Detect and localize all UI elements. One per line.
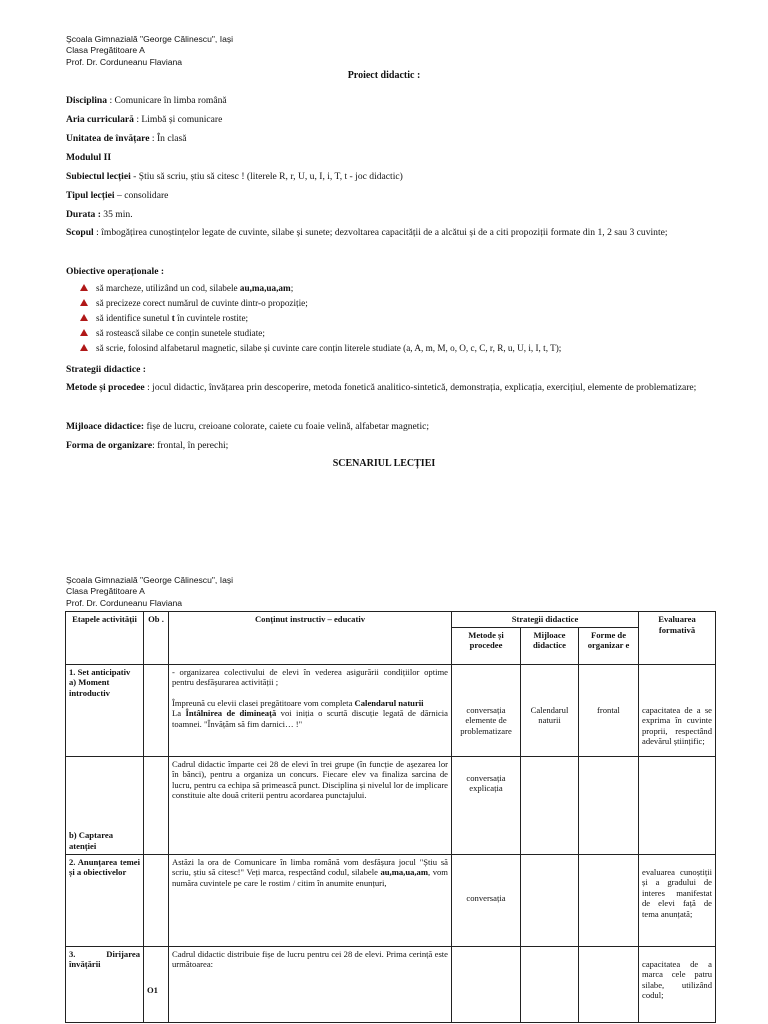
field-value: : jocul didactic, învățarea prin descoperire, metoda fonetică analitico-sintetică, demonstrația, explicația, exercițiul, elemente de problematizare; <box>144 382 697 393</box>
field-label: Durata : <box>66 209 101 220</box>
content-cell: Astăzi la ora de Comunicare în limba română vom desfășura jocul "Știu să scriu, știu să citesc!" Veți marca, respectând codul, silabele au,ma,ua,am, vom număra cuvintele pe care le rostim / citim în anumite enunțuri, <box>169 854 452 946</box>
teacher-name: Prof. Dr. Corduneanu Flaviana <box>66 56 183 67</box>
objective-item: să precizeze corect numărul de cuvinte dintr-o propoziție; <box>80 297 308 309</box>
school-header <box>66 34 233 68</box>
document-title: Proiect didactic : <box>347 70 421 81</box>
field-label: Modulul II <box>66 152 112 163</box>
stage-cell: 2. Anunțarea temei și a obiectivelor <box>66 854 144 946</box>
strategies-title: Strategii didactice : <box>66 364 146 375</box>
table-row <box>66 756 716 854</box>
field-value: - Știu să scriu, știu să citesc ! (literele R, r, U, u, I, i, T, t - joc didactic) <box>130 171 403 182</box>
field-label: Metode și procedee <box>66 382 145 393</box>
ob-cell <box>144 664 169 756</box>
forme-cell: frontal <box>579 664 639 756</box>
field-subiectul <box>66 171 706 183</box>
field-value: 35 min. <box>100 209 133 220</box>
header-forme: Forme de organizar e <box>579 627 639 664</box>
field-disciplina <box>66 95 706 107</box>
school-name: Școala Gimnazială "George Călinescu", Iași <box>66 34 234 44</box>
mijloace-cell: Calendarul naturii <box>521 664 579 756</box>
stage-cell: 3. Dirijarea învățării <box>66 946 144 1022</box>
triangle-bullet-icon <box>80 299 88 306</box>
evaluare-cell: capacitatea de a se exprima în cuvinte proprii, respectând adevărul științific; <box>639 664 716 756</box>
triangle-bullet-icon <box>80 284 88 291</box>
objectives-title: Obiective operaționale : <box>66 266 165 277</box>
objective-item: să rostească silabe ce conțin sunetele studiate; <box>80 327 265 339</box>
metode-cell <box>452 946 521 1022</box>
field-value: fișe de lucru, creioane colorate, caiete cu foaie velină, alfabetar magnetic; <box>144 421 430 432</box>
field-label: Subiectul lecției <box>66 171 131 182</box>
objective-item: să scrie, folosind alfabetarul magnetic, silabe și cuvinte care conțin literele studiate (a, A, m, M, o, O, c, C, r, R, u, U, i, I, t, T); <box>80 342 561 354</box>
header-strategii: Strategii didactice <box>452 612 639 628</box>
scenario-title: SCENARIUL LECȚIEI <box>332 458 436 469</box>
mijloace-cell <box>521 854 579 946</box>
field-aria <box>66 114 706 126</box>
field-unitatea <box>66 133 706 145</box>
field-tipul <box>66 190 706 202</box>
field-value: : Limbă și comunicare <box>133 114 223 125</box>
header-continut: Conținut instructiv – educativ <box>169 612 452 665</box>
table-row <box>66 946 716 1022</box>
field-value: : îmbogățirea cunoștințelor legate de cuvinte, silabe și sunete; dezvoltarea capacității de a alcătui și de a citi propoziții formate din 1, 2 sau 3 cuvinte; <box>93 227 668 238</box>
lesson-scenario-table <box>65 611 716 1023</box>
mijloace-cell <box>521 946 579 1022</box>
table-row <box>66 854 716 946</box>
metode-cell: conversația elemente de problematizare <box>452 664 521 756</box>
header-metode: Metode și procedee <box>452 627 521 664</box>
triangle-bullet-icon <box>80 329 88 336</box>
content-cell: Cadrul didactic distribuie fișe de lucru pentru cei 28 de elevi. Prima cerință este următoarea: <box>169 946 452 1022</box>
stage-cell: 1. Set anticipativ a) Moment introductiv <box>66 664 144 756</box>
field-value: : frontal, în perechi; <box>152 440 229 451</box>
field-value: – consolidare <box>114 190 169 201</box>
field-modulul <box>66 152 706 164</box>
ob-cell: O1 <box>144 946 169 1022</box>
class-name: Clasa Pregătitoare A <box>66 45 145 56</box>
header-etape: Etapele activității <box>66 612 144 665</box>
school-name: Școala Gimnazială "George Călinescu", Iași <box>66 575 234 585</box>
field-mijloace <box>66 421 706 433</box>
school-header-page2 <box>66 575 233 609</box>
field-label: Mijloace didactice: <box>66 421 145 432</box>
class-name: Clasa Pregătitoare A <box>66 586 145 597</box>
triangle-bullet-icon <box>80 344 88 351</box>
field-label: Aria curriculară <box>66 114 134 125</box>
field-scopul <box>66 223 706 242</box>
evaluare-cell: evaluarea cunoștiții și a gradului de interes manifestat de elevi față de tema anunțată; <box>639 854 716 946</box>
forme-cell <box>579 946 639 1022</box>
field-label: Disciplina <box>66 95 108 106</box>
field-label: Unitatea de învățare <box>66 133 150 144</box>
field-label: Forma de organizare <box>66 440 153 451</box>
metode-cell: conversația explicația <box>452 756 521 854</box>
evaluare-cell <box>639 756 716 854</box>
objective-item: să marcheze, utilizând un cod, silabele au,ma,ua,am; <box>80 282 293 294</box>
field-value: : Comunicare în limba română <box>107 95 227 106</box>
header-mijloace: Mijloace didactice <box>521 627 579 664</box>
field-value: : În clasă <box>149 133 187 144</box>
stage-cell: b) Captarea atenției <box>66 756 144 854</box>
content-cell: Cadrul didactic împarte cei 28 de elevi în trei grupe (în funcție de așezarea lor în bănci), pentru a organiza un concurs. Fiecare elev va finaliza sarcina de lucru, pentru ca echipa să primească punct. Disciplina și nivelul lor de implicare constituie alte două criterii pentru acordarea punctajului. <box>169 756 452 854</box>
forme-cell <box>579 756 639 854</box>
metode-cell: conversația <box>452 854 521 946</box>
field-metode <box>66 378 706 397</box>
evaluare-cell: capacitatea de a marca cele patru silabe, utilizând codul; <box>639 946 716 1022</box>
mijloace-cell <box>521 756 579 854</box>
field-label: Scopul <box>66 227 94 238</box>
ob-cell <box>144 854 169 946</box>
field-label: Tipul lecției <box>66 190 115 201</box>
content-cell: - organizarea colectivului de elevi în vederea asigurării condițiilor optime pentru desfășurarea activității ; Împreună cu elevii clasei pregătitoare vom completa Calendarul naturii La Întâlnirea de dimineață voi iniția o scurtă discuție legată de dărnicia toamnei. "Învățăm să fim darnici… !" <box>169 664 452 756</box>
teacher-name: Prof. Dr. Corduneanu Flaviana <box>66 597 183 608</box>
field-forma <box>66 440 706 452</box>
header-evaluarea: Evaluarea formativă <box>639 612 716 665</box>
header-ob: Ob . <box>144 612 169 665</box>
ob-cell <box>144 756 169 854</box>
objective-item: să identifice sunetul t în cuvintele rostite; <box>80 312 248 324</box>
table-row <box>66 664 716 756</box>
triangle-bullet-icon <box>80 314 88 321</box>
forme-cell <box>579 854 639 946</box>
field-durata <box>66 209 706 221</box>
